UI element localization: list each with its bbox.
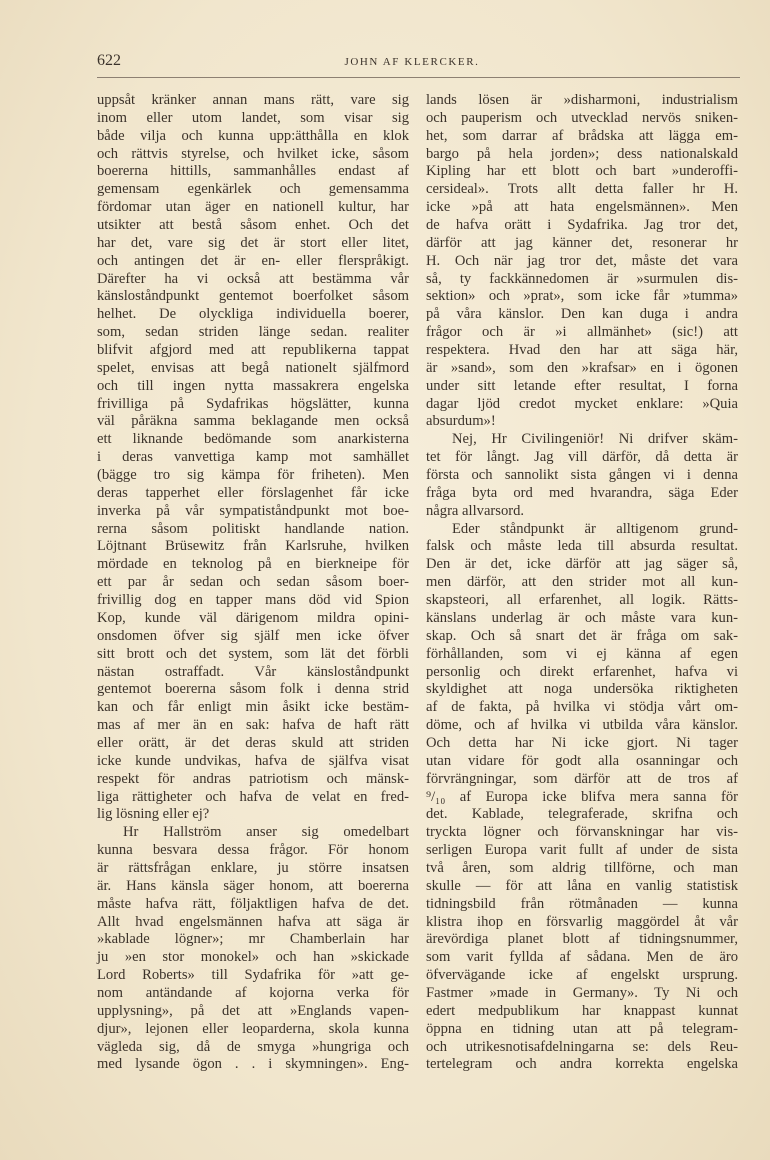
text-line: Nej, Hr Civilingeniör! Ni drifver skäm-: [452, 431, 738, 448]
text-line: dagar ljöd credot mycket enklare: »Quia: [426, 395, 738, 412]
text-line: icke »på att hata engelsmännen». Men: [426, 199, 738, 216]
text-line: första och sannolikt sista gången vi i denna: [426, 467, 738, 484]
text-line: Kop, kunde väl därigenom mildra opini-: [97, 609, 409, 626]
text-line: är rättsfrågan enklare, ju större insatsen: [97, 859, 409, 876]
text-line: Kipling har ett blott och bart »underoffi-: [426, 163, 738, 180]
text-line: Hr Hallström anser sig omedelbart: [123, 824, 409, 841]
text-line: är. Hans känsla säger honom, att boererna: [97, 877, 409, 894]
text-line: och antingen det är en- eller flerspråkigt.: [97, 252, 409, 269]
text-line: har det, vare sig det är stort eller litet,: [97, 234, 409, 251]
text-line: eller orätt, är det deras skuld att striden: [97, 734, 409, 751]
text-line: Därefter ha vi också att bestämma vår: [97, 270, 409, 287]
left-text-column: [97, 92, 409, 1074]
text-line: fråga byta ord med hvarandra, säga Eder: [426, 484, 738, 501]
text-line: döme, och af hvilka vi utbilda våra känslor.: [426, 717, 738, 734]
text-line: väl påräkna samma beklagande men också: [97, 413, 409, 430]
text-line: fördomar utan äger en nationell kultur, har: [97, 199, 409, 216]
text-line: het, som darrar af brådska att lägga em-: [426, 127, 738, 144]
text-line: serligen Europa varit fullt af under de sista: [426, 842, 738, 859]
text-line: känslans underlag är och måste vara kun-: [426, 609, 738, 626]
text-line: och pauperism och utvecklad nervös sniken-: [426, 109, 738, 126]
text-line: Allt hvad engelsmännen hafva att säga är: [97, 913, 409, 930]
text-line: både vilja och kunna upp:ätthålla en klok: [97, 127, 409, 144]
text-line: det. Kablade, telegraferade, skrifna och: [426, 806, 738, 823]
text-line: tidningsbild från rötmånaden — kunna: [426, 895, 738, 912]
text-line: H. Och när jag tror det, måste det vara: [426, 252, 738, 269]
running-title: JOHN AF KLERCKER.: [344, 56, 480, 68]
text-line: kunna besvara dessa frågor. För honom: [97, 842, 409, 859]
text-line: skapsteori, all erfarenhet, all logik. Rätts-: [426, 592, 738, 609]
text-line: känsloståndpunkt gentemot boerfolket såsom: [97, 288, 409, 305]
text-line: med lysande ögon . . i skymningen». Eng-: [97, 1056, 409, 1073]
text-line: måste hafva rätt, följaktligen hafva de det.: [97, 895, 409, 912]
text-line: gentemot boererna såsom folk i denna strid: [97, 681, 409, 698]
text-line: frivillig dog en tapper mans död vid Spion: [97, 592, 409, 609]
text-line: »kablade lögner»; mr Chamberlain har: [97, 931, 409, 948]
text-line: och till ingen nytta massakrera engelska: [97, 377, 409, 394]
text-line: ett par år sedan och sedan såsom boer-: [97, 574, 409, 591]
text-line: helhet. De olyckliga individuella boerer,: [97, 306, 409, 323]
text-line: utsikter att bestå såsom enhet. Och det: [97, 217, 409, 234]
text-line: nom antändande af kojorna verka för: [97, 984, 409, 1001]
text-line: därför att jag känner det, resonerar hr: [426, 234, 738, 251]
text-line: icke kunde undvikas, hafva de själfva visat: [97, 752, 409, 769]
text-line: respektera. Hvad den har att säga här,: [426, 342, 738, 359]
text-line: skyldighet att noga undersöka riktigheten: [426, 681, 738, 698]
text-line: blifvit afgjord med att republikerna tappat: [97, 342, 409, 359]
text-line: klistra ihop en försvarlig maggördel åt vår: [426, 913, 738, 930]
text-line: personlig och direkt erfarenhet, hafva vi: [426, 663, 738, 680]
text-line: skap. Och så snart det är fråga om sak-: [426, 627, 738, 644]
text-line: boererna hittills, sammanhålles endast af: [97, 163, 409, 180]
text-line: förhållanden, som vi ej känna af egen: [426, 645, 738, 662]
text-line: tryckta lögner och förvanskningar har vis-: [426, 824, 738, 841]
text-line: vägleda sig, då de smyga »hungriga och: [97, 1038, 409, 1055]
text-line: Eder ståndpunkt är alltigenom grund-: [452, 520, 738, 537]
text-line: ett liknande bedömande som anarkisterna: [97, 431, 409, 448]
text-line: förvrängningar, som därför att de tros af: [426, 770, 738, 787]
text-line: kan och får enligt min åsikt icke bestäm-: [97, 699, 409, 716]
page-number: 622: [97, 52, 121, 69]
text-line: och rättvis styrelse, och hvilket icke, såsom: [97, 145, 409, 162]
text-line: mas af mer än en sak: hafva de haft rätt: [97, 717, 409, 734]
text-line: två åren, som aldrig tillförne, och man: [426, 859, 738, 876]
text-line: de hafva orätt i Sydafrika. Jag tror det,: [426, 217, 738, 234]
text-line: gemensam egenkärlek och gemensamma: [97, 181, 409, 198]
text-line: som, sedan striden länge sedan. realiter: [97, 324, 409, 341]
text-line: sektion» och »prat», som icke får »tumma»: [426, 288, 738, 305]
text-line: öfvervägande icke af engelskt ursprung.: [426, 967, 738, 984]
text-line: skulle — för att låna en vanlig statistisk: [426, 877, 738, 894]
text-line: i deras vanvettiga kamp mot samhället: [97, 449, 409, 466]
text-line: inverka på vår sympatiståndpunkt mot boe-: [97, 502, 409, 519]
text-line: lig lösning eller ej?: [97, 806, 210, 823]
text-line: under sitt letande efter resultat, I forna: [426, 377, 738, 394]
text-line: onsdomen öfver sig själf men icke öfver: [97, 627, 409, 644]
text-line: djur», lejonen eller leoparderna, skola kunna: [97, 1020, 409, 1037]
text-line: nästan ostraffadt. Vår känsloståndpunkt: [97, 663, 409, 680]
text-line: utan vidare för godt alla osanningar och: [426, 752, 738, 769]
text-line: som varit fyllda af sådana. Men de äro: [426, 949, 738, 966]
text-line: tertelegram och andra korrekta engelska: [426, 1056, 738, 1073]
text-line: frivilliga på Sydafrikas högslätter, kunna: [97, 395, 409, 412]
text-line: Löjtnant Brüsewitz från Karlsruhe, hvilken: [97, 538, 409, 555]
text-line: uppsåt kränker annan mans rätt, vare sig: [97, 92, 409, 108]
text-line: är »sand», som den »krafsar» en i ögonen: [426, 359, 738, 376]
text-line: cersideal». Trots allt detta faller hr H.: [426, 181, 738, 198]
text-line: bargo på hela jorden»; dess nationalskald: [426, 145, 738, 162]
text-line: absurdum»!: [426, 413, 496, 430]
text-line: lands lösen är »disharmoni, industrialism: [426, 92, 738, 108]
text-line: öppna en tidning utan att på telegram-: [426, 1020, 738, 1037]
text-line: frågor och är »i allmänhet» (sic!) att: [426, 324, 738, 341]
text-line: sitt brott och det system, som lät det förbli: [97, 645, 409, 662]
right-text-column: [426, 92, 738, 1074]
text-line: Fastmer »made in Germany». Ty Ni och: [426, 984, 738, 1001]
text-line: på våra känslor. Den kan duga i andra: [426, 306, 738, 323]
text-line: Och detta har Ni icke gjort. Ni tager: [426, 734, 738, 751]
text-line: edert medpublikum har knappast kunnat: [426, 1002, 738, 1019]
text-line: Lord Roberts» till Sydafrika för »att ge-: [97, 967, 409, 984]
text-line: falsk och måste leda till absurda resultat.: [426, 538, 738, 555]
text-line: liga rättigheter och hafva de velat en fred-: [97, 788, 409, 805]
text-line: inom eller utom landet, som visar sig: [97, 109, 409, 126]
text-line: ⁹/₁₀ af Europa icke blifva mera sanna för: [426, 788, 738, 805]
text-line: deras tapperhet eller förslagenhet får icke: [97, 484, 409, 501]
text-line: ju »en stor monokel» och han »skickade: [97, 949, 409, 966]
text-line: respekt för andras patriotism och mänsk-: [97, 770, 409, 787]
text-line: (bägge tro sig kämpa för friheten). Men: [97, 467, 409, 484]
text-line: mördade en teknolog på en bierkneipe för: [97, 556, 409, 573]
text-line: rerna såsom politiskt handlande nation.: [97, 520, 409, 537]
text-line: så, ty fackkännedomen är »surmulen dis-: [426, 270, 738, 287]
header-rule: [97, 77, 740, 78]
text-line: några allvarsord.: [426, 502, 525, 519]
text-line: Den är det, icke därför att jag säger så,: [426, 556, 738, 573]
text-line: men därför, att den strider mot all kun-: [426, 574, 738, 591]
text-line: upplysning», på det att »Englands vapen-: [97, 1002, 409, 1019]
text-line: ärevördiga planet blott af tidningsnummer,: [426, 931, 738, 948]
text-line: tet för långt. Jag vill därför, då detta är: [426, 449, 738, 466]
text-line: och utrikesnotisafdelningarna se: dels Reu-: [426, 1038, 738, 1055]
text-line: spelet, envisas att begå nationelt själfmord: [97, 359, 409, 376]
text-line: af de fakta, på hvilka vi stödja vårt om-: [426, 699, 738, 716]
